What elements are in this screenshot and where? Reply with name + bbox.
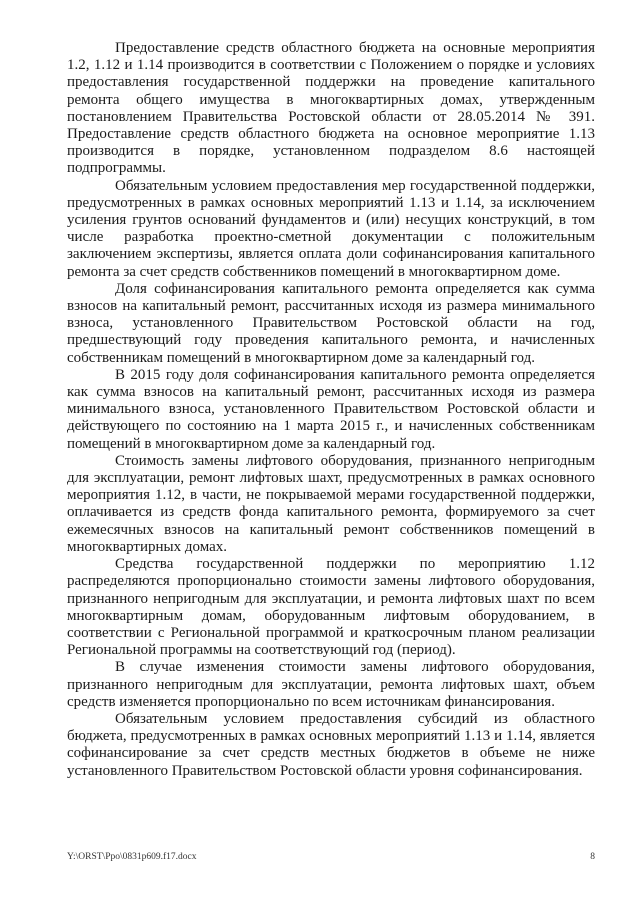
paragraph: Обязательным условием предоставления мер государственной поддержки, предусмотренных в рамках основных мероприятий 1.13 и 1.14, за исключением усиления грунтов оснований фундаментов и (или) несущих конструкций, в том числе разработка проектно-сметной документации с положительным заключением экспертизы, является оплата доли софинансирования капитального ремонта за счет средств собственников помещений в многоквартирном доме.	[67, 177, 595, 280]
paragraph: Предоставление средств областного бюджета на основные мероприятия 1.2, 1.12 и 1.14 производится в соответствии с Положением о порядке и условиях предоставления государственной поддержки на проведение капитального ремонта общего имущества в многоквартирных домах, утвержденным постановлением Правительства Ростовской области от 28.05.2014 № 391. Предоставление средств областного бюджета на основное мероприятие 1.13 производится в порядке, установленном подразделом 8.6 настоящей подпрограммы.	[67, 40, 595, 177]
page-number: 8	[590, 852, 595, 862]
document-body	[67, 40, 595, 780]
footer-file-path: Y:\ORST\Ppo\0831p609.f17.docx	[67, 852, 197, 862]
paragraph: Средства государственной поддержки по мероприятию 1.12 распределяются пропорционально стоимости замены лифтового оборудования, признанного непригодным для эксплуатации, и ремонта лифтовых шахт по всем многоквартирным домам, оборудованным лифтовым оборудованием, в соответствии с Региональной программой и краткосрочным планом реализации Региональной программы на соответствующий год (период).	[67, 556, 595, 659]
paragraph: В 2015 году доля софинансирования капитального ремонта определяется как сумма взносов на капитальный ремонт, рассчитанных исходя из размера минимального взноса, установленного Правительством Ростовской области и действующего по состоянию на 1 марта 2015 г., и начисленных собственникам помещений в многоквартирном доме за календарный год.	[67, 366, 595, 452]
paragraph: Доля софинансирования капитального ремонта определяется как сумма взносов на капитальный ремонт, рассчитанных исходя из размера минимального взноса, установленного Правительством Ростовской области на год, предшествующий году проведения капитального ремонта, и начисленных собственникам помещений в многоквартирном доме за календарный год.	[67, 280, 595, 366]
paragraph: Стоимость замены лифтового оборудования, признанного непригодным для эксплуатации, ремонт лифтовых шахт, предусмотренных в рамках основного мероприятия 1.12, в части, не покрываемой мерами государственной поддержки, оплачивается из средств фонда капитального ремонта, формируемого за счет ежемесячных взносов на капитальный ремонт собственников помещений в многоквартирных домах.	[67, 452, 595, 555]
paragraph: В случае изменения стоимости замены лифтового оборудования, признанного непригодным для эксплуатации, ремонта лифтовых шахт, объем средств изменяется пропорционально по всем источникам финансирования.	[67, 659, 595, 710]
paragraph: Обязательным условием предоставления субсидий из областного бюджета, предусмотренных в рамках основных мероприятий 1.13 и 1.14, является софинансирование за счет средств местных бюджетов в объеме не ниже установленного Правительством Ростовской области уровня софинансирования.	[67, 710, 595, 779]
